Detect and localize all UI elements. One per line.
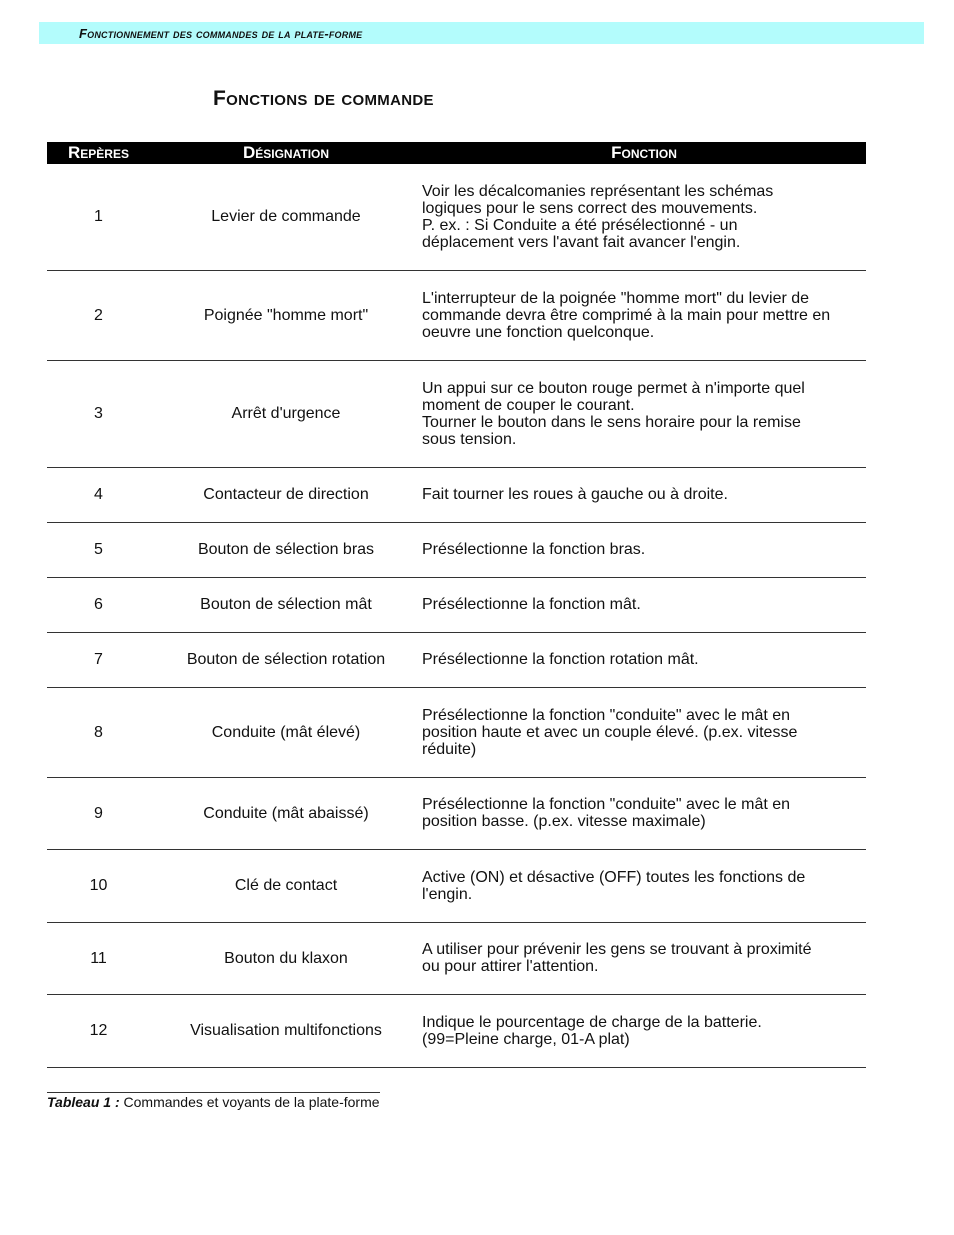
function-line: Fait tourner les roues à gauche ou à droite. bbox=[422, 486, 728, 503]
row-designation: Visualisation multifonctions bbox=[150, 994, 422, 1067]
row-function bbox=[422, 922, 866, 994]
row-designation: Conduite (mât élevé) bbox=[150, 687, 422, 777]
table-caption bbox=[47, 1092, 380, 1110]
row-number: 4 bbox=[47, 467, 150, 522]
function-line: (99=Pleine charge, 01-A plat) bbox=[422, 1030, 630, 1048]
table-row bbox=[47, 849, 866, 922]
function-line: Présélectionne la fonction "conduite" avec le mât en bbox=[422, 796, 791, 813]
function-line: Présélectionne la fonction mât. bbox=[422, 596, 641, 613]
row-number: 2 bbox=[47, 270, 150, 360]
table-row bbox=[47, 577, 866, 632]
row-designation: Clé de contact bbox=[150, 849, 422, 922]
row-number: 5 bbox=[47, 522, 150, 577]
row-designation: Conduite (mât abaissé) bbox=[150, 777, 422, 849]
table-row bbox=[47, 270, 866, 360]
row-designation: Levier de commande bbox=[150, 164, 422, 270]
table-row bbox=[47, 994, 866, 1067]
table-row bbox=[47, 632, 866, 687]
table-row bbox=[47, 522, 866, 577]
table-row bbox=[47, 922, 866, 994]
row-designation: Bouton du klaxon bbox=[150, 922, 422, 994]
row-number: 11 bbox=[47, 922, 150, 994]
row-function bbox=[422, 632, 866, 687]
function-line: moment de couper le courant. bbox=[422, 396, 635, 414]
function-line: Présélectionne la fonction "conduite" avec le mât en bbox=[422, 706, 791, 724]
header-banner bbox=[39, 22, 924, 44]
row-number: 10 bbox=[47, 849, 150, 922]
caption-text: Commandes et voyants de la plate-forme bbox=[119, 1094, 380, 1110]
row-designation: Bouton de sélection mât bbox=[150, 577, 422, 632]
function-line: Présélectionne la fonction rotation mât. bbox=[422, 651, 699, 668]
table-header-row bbox=[47, 142, 866, 164]
function-line: L'interrupteur de la poignée "homme mort" du levier de bbox=[422, 289, 810, 307]
function-line: Un appui sur ce bouton rouge permet à n'importe quel bbox=[422, 379, 805, 397]
row-number: 12 bbox=[47, 994, 150, 1067]
row-function bbox=[422, 777, 866, 849]
row-number: 9 bbox=[47, 777, 150, 849]
table-row bbox=[47, 687, 866, 777]
row-function bbox=[422, 577, 866, 632]
row-number: 3 bbox=[47, 360, 150, 467]
function-line: déplacement vers l'avant fait avancer l'engin. bbox=[422, 233, 741, 251]
controls-table bbox=[47, 142, 866, 1068]
row-function bbox=[422, 522, 866, 577]
banner-title: Fonctionnement des commandes de la plate-forme bbox=[79, 26, 363, 41]
row-function bbox=[422, 360, 866, 467]
column-header-fonction: Fonction bbox=[422, 142, 866, 164]
section-title: Fonctions de commande bbox=[213, 87, 434, 110]
table-row bbox=[47, 164, 866, 270]
function-line: commande devra être comprimé à la main pour mettre en bbox=[422, 306, 831, 324]
function-line: ou pour attirer l'attention. bbox=[422, 958, 599, 975]
function-line: Présélectionne la fonction bras. bbox=[422, 541, 646, 558]
row-designation: Contacteur de direction bbox=[150, 467, 422, 522]
function-line: P. ex. : Si Conduite a été présélectionné - un bbox=[422, 216, 738, 234]
function-line: position basse. (p.ex. vitesse maximale) bbox=[422, 813, 706, 830]
function-line: Active (ON) et désactive (OFF) toutes les fonctions de bbox=[422, 868, 806, 886]
function-line: l'engin. bbox=[422, 885, 473, 903]
row-designation: Bouton de sélection rotation bbox=[150, 632, 422, 687]
row-function bbox=[422, 270, 866, 360]
function-line: Indique le pourcentage de charge de la batterie. bbox=[422, 1013, 762, 1031]
function-line: Tourner le bouton dans le sens horaire pour la remise bbox=[422, 413, 801, 431]
row-function bbox=[422, 467, 866, 522]
row-designation: Bouton de sélection bras bbox=[150, 522, 422, 577]
function-line: A utiliser pour prévenir les gens se trouvant à proximité bbox=[422, 941, 812, 958]
row-designation: Arrêt d'urgence bbox=[150, 360, 422, 467]
caption-label: Tableau 1 : bbox=[47, 1094, 120, 1110]
function-line: Voir les décalcomanies représentant les schémas bbox=[422, 182, 774, 200]
function-line: réduite) bbox=[422, 740, 477, 758]
table-row bbox=[47, 777, 866, 849]
column-header-reperes: Repères bbox=[47, 142, 150, 164]
row-function bbox=[422, 687, 866, 777]
row-number: 8 bbox=[47, 687, 150, 777]
row-number: 6 bbox=[47, 577, 150, 632]
table-row bbox=[47, 360, 866, 467]
function-line: logiques pour le sens correct des mouvements. bbox=[422, 199, 758, 217]
column-header-designation: Désignation bbox=[150, 142, 422, 164]
function-line: sous tension. bbox=[422, 430, 517, 448]
row-function bbox=[422, 164, 866, 270]
function-line: position haute et avec un couple élevé. (p.ex. vitesse bbox=[422, 723, 798, 741]
table-row bbox=[47, 467, 866, 522]
row-designation: Poignée "homme mort" bbox=[150, 270, 422, 360]
row-number: 1 bbox=[47, 164, 150, 270]
row-number: 7 bbox=[47, 632, 150, 687]
row-function bbox=[422, 994, 866, 1067]
function-line: oeuvre une fonction quelconque. bbox=[422, 323, 655, 341]
row-function bbox=[422, 849, 866, 922]
